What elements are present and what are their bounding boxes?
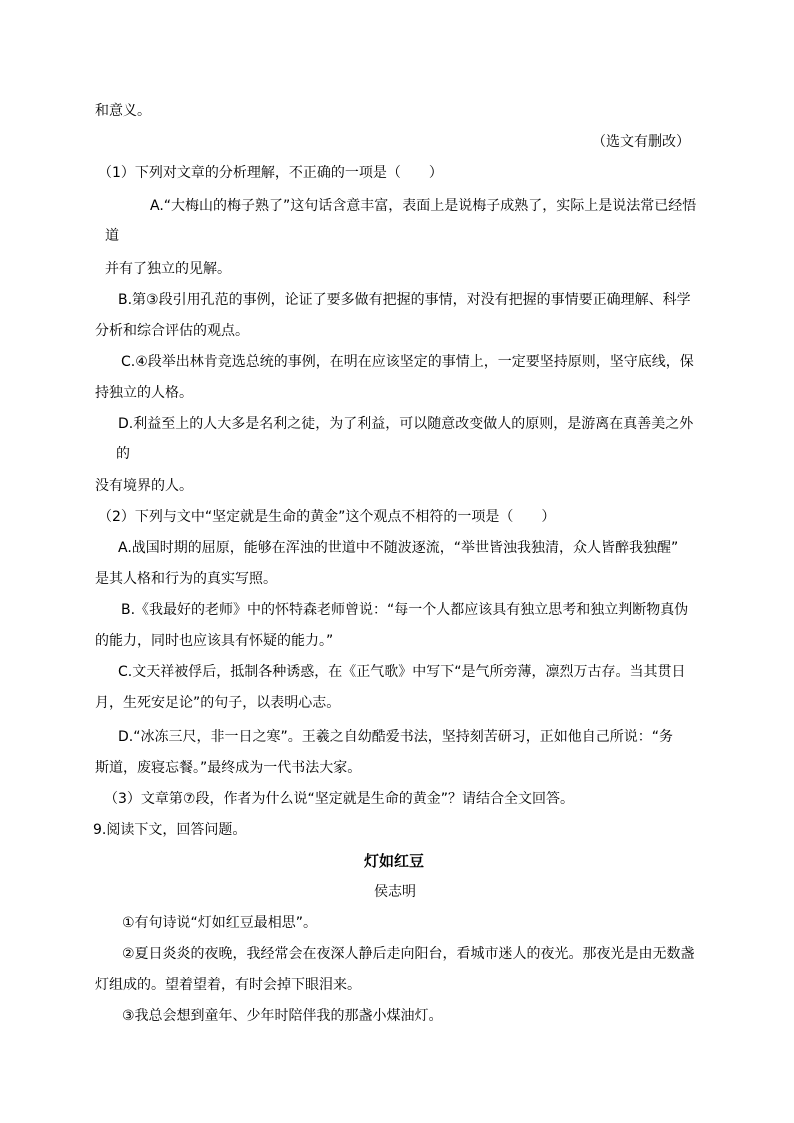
option-line: 并有了独立的见解。 [105,261,231,277]
option-line: 是其人格和行为的真实写照。 [95,571,277,587]
option-line: 没有境界的人。 [95,478,193,494]
option-line: 道 [105,228,119,244]
paragraph-line: ③我总会想到童年、少年时陪伴我的那盏小煤油灯。 [122,1008,443,1024]
option-line: C.④段举出林肯竞选总统的事例，在明在应该坚定的事情上，一定要坚持原则，坚守底线，保 [121,354,694,370]
option-line: D.“冰冻三尺，非一日之寒”。王羲之自幼酷爱书法，坚持刻苦研习，正如他自己所说：“务 [118,729,673,745]
option-line: A.“大梅山的梅子熟了”这句话含意丰富，表面上是说梅子成熟了，实际上是说法常已经悟 [150,198,697,214]
text-line: （选文有删改） [592,134,690,150]
article-author: 侯志明 [374,884,416,900]
option-line: 持独立的人格。 [95,385,193,401]
option-line: B.《我最好的老师》中的怀特森老师曾说：“每一个人都应该具有独立思考和独立判断物真伪 [121,602,689,618]
option-line: 斯道，废寝忘餐。”最终成为一代书法大家。 [95,760,362,776]
option-line: 分析和综合评估的观点。 [95,323,249,339]
option-line: 的 [116,446,130,462]
option-line: 的能力，同时也应该具有怀疑的能力。” [95,633,334,649]
question-stem: （3）文章第⑦段，作者为什么说“坚定就是生命的黄金”？请结合全文回答。 [104,791,574,807]
question-stem: （2）下列与文中“坚定就是生命的黄金”这个观点不相符的一项是（ ） [98,509,556,525]
option-line: A.战国时期的屈原，能够在浑浊的世道中不随波逐流，“举世皆浊我独清，众人皆醉我独醒” [118,540,679,556]
article-title: 灯如红豆 [364,852,425,870]
text-line: 和意义。 [95,103,151,119]
question-stem: （1）下列对文章的分析理解，不正确的一项是（ ） [98,165,443,181]
option-line: D.利益至上的人大多是名利之徒，为了利益，可以随意改变做人的原则，是游离在真善美之外 [118,416,694,432]
option-line: B.第③段引用孔范的事例，论证了要多做有把握的事情，对没有把握的事情要正确理解、科学 [118,292,691,308]
question-stem: 9.阅读下文，回答问题。 [93,822,247,838]
paragraph-line: 灯组成的。望着望着，有时会掉下眼泪来。 [95,977,361,993]
option-line: 月，生死安足论”的句子，以表明心志。 [95,695,341,711]
paragraph-line: ①有句诗说“灯如红豆最相思”。 [122,915,318,931]
option-line: C.文天祥被俘后，抵制各种诱惑，在《正气歌》中写下“是气所旁薄，凛烈万古存。当其贯日 [118,664,686,680]
paragraph-line: ②夏日炎炎的夜晚，我经常会在夜深人静后走向阳台，看城市迷人的夜光。那夜光是由无数盏 [122,946,695,962]
